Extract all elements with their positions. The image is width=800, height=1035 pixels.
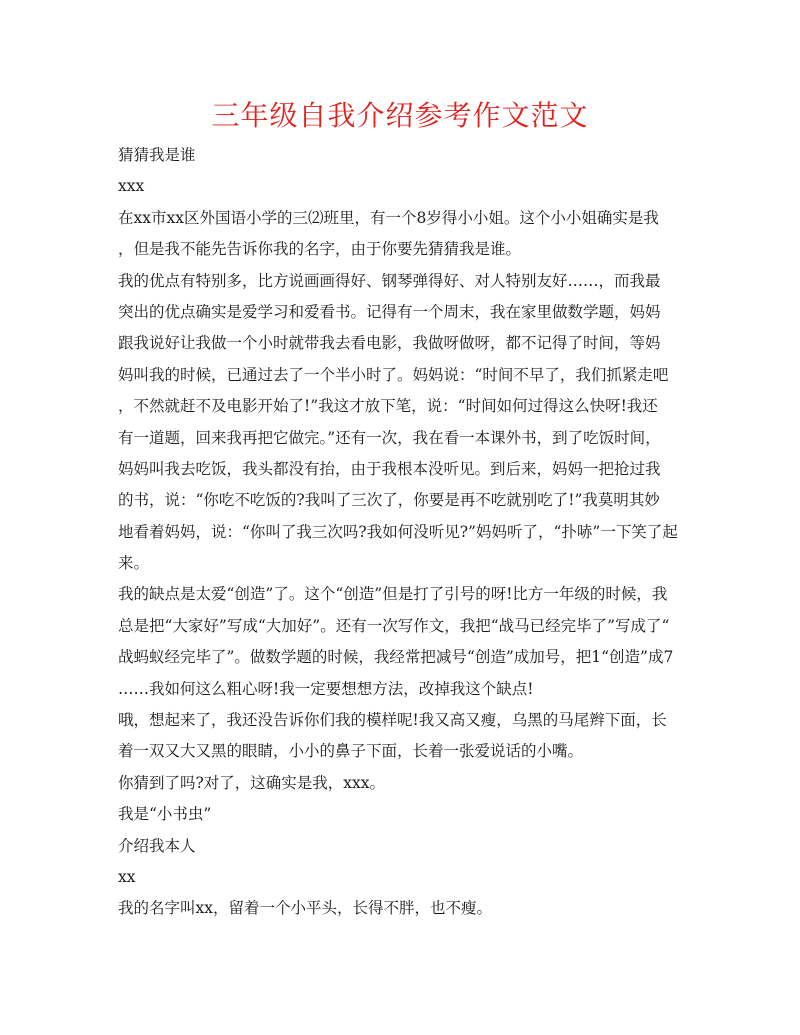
text-line: 介绍我本人 <box>118 836 196 855</box>
text-line: 我的优点有特别多，比方说画画得好、钢琴弹得好、对人特别友好……，而我最 <box>118 271 661 290</box>
text-line: xxx <box>118 177 145 196</box>
text-line: 我的名字叫xx，留着一个小平头，长得不胖，也不瘦。 <box>118 899 492 918</box>
text-line: ，但是我不能先告诉你我的名字，由于你要先猜猜我是谁。 <box>118 240 522 259</box>
text-line: 我的缺点是太爱“创造”了。这个“创造”但是打了引号的呀!比方一年级的时候，我 <box>118 585 668 604</box>
text-line: 跟我说好让我做一个小时就带我去看电影，我做呀做呀，都不记得了时间，等妈 <box>118 334 661 353</box>
text-line: 的书，说：“你吃不吃饭的?我叫了三次了，你要是再不吃就别吃了!”我莫明其妙 <box>118 491 660 510</box>
text-line: 妈叫我的时候，已通过去了一个半小时了。妈妈说：“时间不早了，我们抓紧走吧 <box>118 365 669 384</box>
text-line: ，不然就赶不及电影开始了!”我这才放下笔，说：“时间如何过得这么快呀!我还 <box>118 397 658 416</box>
text-line: 总是把“大家好”写成“大加好”。还有一次写作文，我把“战马已经完毕了”写成了“ <box>118 616 670 635</box>
text-line: 妈妈叫我去吃饭，我头都没有抬，由于我根本没听见。到后来，妈妈一把抢过我 <box>118 459 661 478</box>
text-line: 哦，想起来了，我还没告诉你们我的模样呢!我又高又瘦，乌黑的马尾辫下面，长 <box>118 711 667 730</box>
text-line: 来。 <box>118 554 150 573</box>
text-line: 地看着妈妈，说：“你叫了我三次吗?我如何没听见?”妈妈听了，“扑哧”一下笑了起 <box>118 522 678 541</box>
text-line: 突出的优点确实是爱学习和爱看书。记得有一个周末，我在家里做数学题，妈妈 <box>118 302 661 321</box>
document-title: 三年级自我介绍参考作文范文 <box>211 99 589 132</box>
text-line: ……我如何这么粗心呀!我一定要想想方法，改掉我这个缺点! <box>118 679 534 698</box>
text-line: 我是“小书虫” <box>118 805 212 824</box>
text-line: 你猜到了吗?对了，这确实是我，xxx。 <box>118 773 386 792</box>
text-line: 猜猜我是谁 <box>118 146 196 164</box>
text-line: 着一双又大又黑的眼睛，小小的鼻子下面，长着一张爱说话的小嘴。 <box>118 742 584 761</box>
document-body <box>118 140 680 925</box>
text-line: xx <box>118 867 136 886</box>
text-line: 战蚂蚁经完毕了”。做数学题的时候，我经常把减号“创造”成加号，把1“创造”成7 <box>118 648 674 667</box>
text-line: 在xx市xx区外国语小学的三⑵班里，有一个8岁得小小姐。这个小小姐确实是我 <box>118 208 659 227</box>
text-line: 有一道题，回来我再把它做完。”还有一次，我在看一本课外书，到了吃饭时间， <box>118 428 661 447</box>
